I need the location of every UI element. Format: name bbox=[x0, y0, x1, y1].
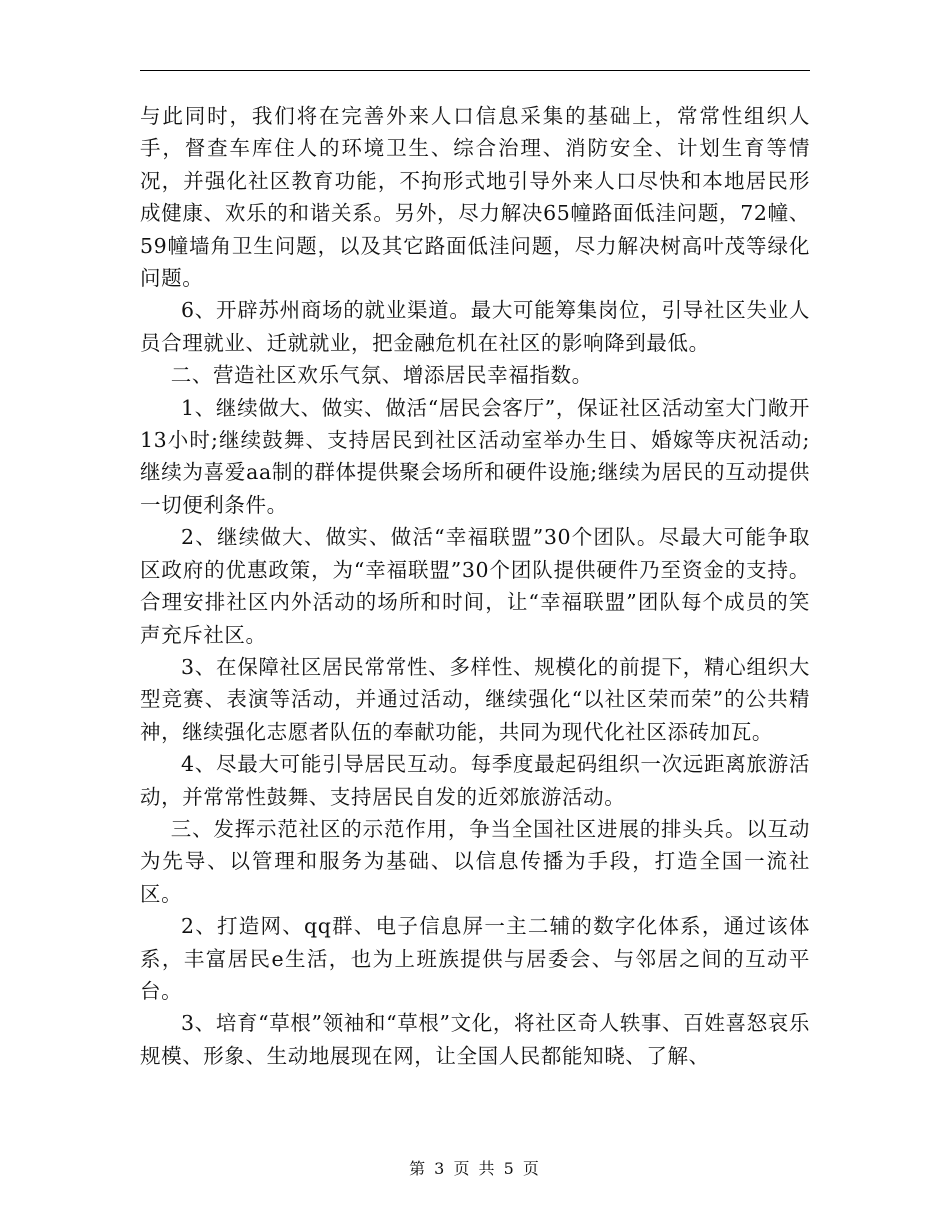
section-heading: 三、发挥示范社区的示范作用，争当全国社区进展的排头兵。以互动为先导、以管理和服务为基础、以信息传播为手段，打造全国一流社区。 bbox=[140, 816, 810, 906]
paragraph: 2、继续做大、做实、做活“幸福联盟”30个团队。尽最大可能争取区政府的优惠政策，为“幸福联盟”30个团队提供硬件乃至资金的支持。合理安排社区内外活动的场所和时间，让“幸福联盟”团队每个成员的笑声充斥社区。 bbox=[140, 525, 810, 647]
paragraph: 4、尽最大可能引导居民互动。每季度最起码组织一次远距离旅游活动，并常常性鼓舞、支持居民自发的近郊旅游活动。 bbox=[140, 752, 810, 809]
body-text bbox=[140, 100, 810, 1072]
paragraph: 与此同时，我们将在完善外来人口信息采集的基础上，常常性组织人手，督查车库住人的环境卫生、综合治理、消防安全、计划生育等情况，并强化社区教育功能，不拘形式地引导外来人口尽快和本地居民形成健康、欢乐的和谐关系。另外，尽力解决65幢路面低洼问题，72幢、59幢墙角卫生问题，以及其它路面低洼问题，尽力解决树高叶茂等绿化问题。 bbox=[140, 104, 810, 291]
section-heading: 二、营造社区欢乐气氛、增添居民幸福指数。 bbox=[170, 363, 593, 388]
paragraph: 3、在保障社区居民常常性、多样性、规模化的前提下，精心组织大型竞赛、表演等活动，并通过活动，继续强化“以社区荣而荣”的公共精神，继续强化志愿者队伍的奉献功能，共同为现代化社区添砖加瓦。 bbox=[140, 654, 810, 744]
paragraph: 2、打造网、qq群、电子信息屏一主二辅的数字化体系，通过该体系，丰富居民e生活，也为上班族提供与居委会、与邻居之间的互动平台。 bbox=[140, 914, 810, 1003]
paragraph: 1、继续做大、做实、做活“居民会客厅”，保证社区活动室大门敞开13小时;继续鼓舞、支持居民到社区活动室举办生日、婚嫁等庆祝活动;继续为喜爱aa制的群体提供聚会场所和硬件设施;继续为居民的互动提供一切便利条件。 bbox=[140, 395, 810, 517]
paragraph: 3、培育“草根”领袖和“草根”文化，将社区奇人轶事、百姓喜怒哀乐规模、形象、生动地展现在网，让全国人民都能知晓、了解、 bbox=[140, 1011, 810, 1068]
paragraph: 6、开辟苏州商场的就业渠道。最大可能筹集岗位，引导社区失业人员合理就业、迁就就业，把金融危机在社区的影响降到最低。 bbox=[140, 298, 810, 355]
page-number-footer: 第 3 页 共 5 页 bbox=[409, 1159, 541, 1178]
header-rule bbox=[140, 70, 810, 71]
